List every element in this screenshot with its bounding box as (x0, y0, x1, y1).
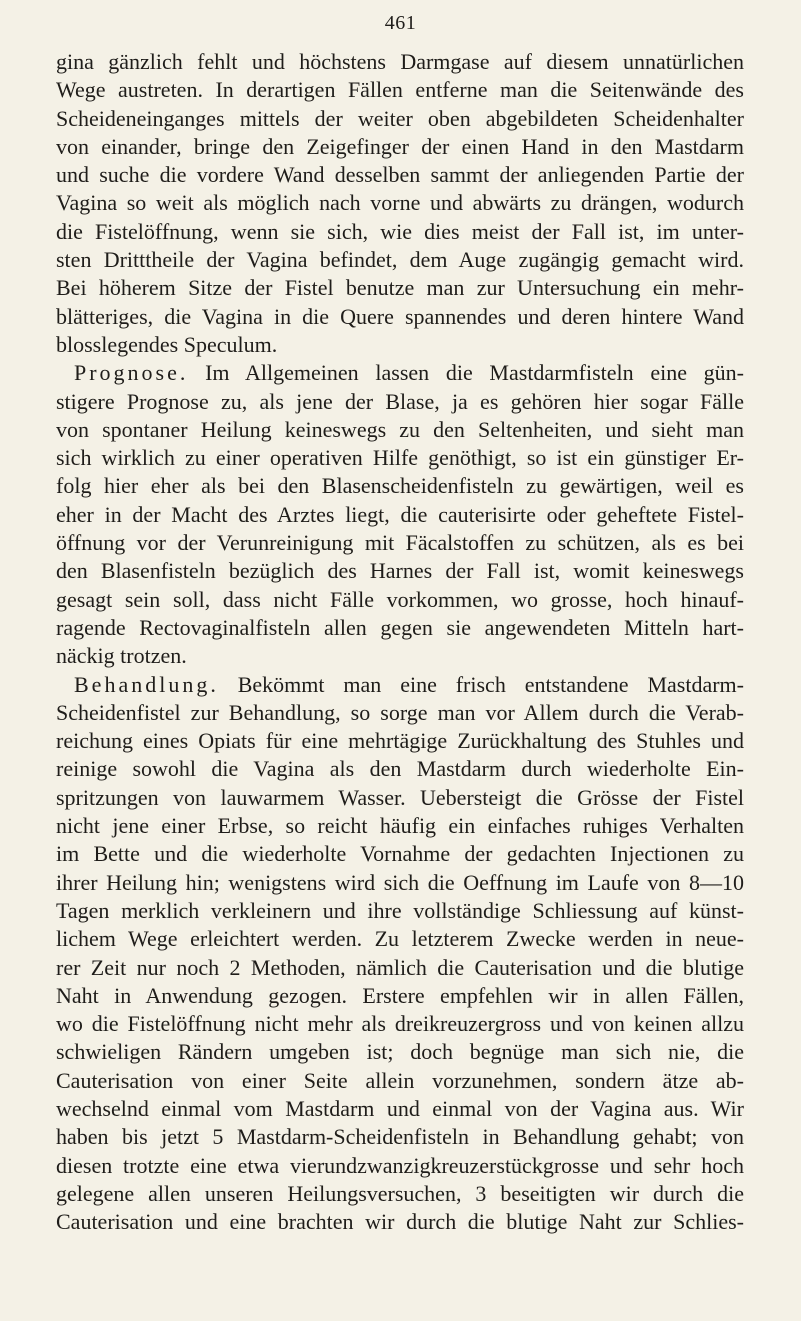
text-line: wo die Fistelöffnung nicht mehr als dreikreuzergross und von keinen allzu (56, 1011, 744, 1037)
text-line: Cauterisation von einer Seite allein vorzunehmen, sondern ätze ab- (56, 1067, 744, 1093)
text-line: spritzungen von lauwarmem Wasser. Uebersteigt die Grösse der Fistel (56, 784, 744, 810)
text-line: Cauterisation und eine brachten wir durch die blutige Naht zur Schlies- (56, 1209, 744, 1235)
text-line: Wege austreten. In derartigen Fällen entferne man die Seitenwände des (56, 77, 744, 103)
text-line: im Bette und die wiederholte Vornahme der gedachten Injectionen zu (56, 841, 744, 867)
text-line: sich wirklich zu einer operativen Hilfe genöthigt, so ist ein günstiger Er- (56, 445, 744, 471)
text-line: stigere Prognose zu, als jene der Blase, ja es gehören hier sogar Fälle (56, 388, 744, 414)
text-line: Naht in Anwendung gezogen. Erstere empfehlen wir in allen Fällen, (56, 982, 744, 1008)
text-line: die Fistelöffnung, wenn sie sich, wie dies meist der Fall ist, im unter- (56, 218, 744, 244)
text-line: den Blasenfisteln bezüglich des Harnes der Fall ist, womit keineswegs (56, 558, 744, 584)
text-line: eher in der Macht des Arztes liegt, die cauterisirte oder geheftete Fistel- (56, 501, 744, 527)
text-body (56, 48, 744, 1236)
text-line: sten Dritttheile der Vagina befindet, dem Auge zugängig gemacht wird. (56, 247, 744, 273)
prognose-first-line-text: Im Allgemeinen lassen die Mastdarmfisteln eine gün- (205, 360, 744, 386)
page-number: 461 (384, 12, 417, 34)
text-line: Bei höherem Sitze der Fistel benutze man zur Untersuchung ein mehr- (56, 275, 744, 301)
text-line: folg hier eher als bei den Blasenscheidenfisteln zu gewärtigen, weil es (56, 473, 744, 499)
text-line: gelegene allen unseren Heilungsversuchen, 3 beseitigten wir durch die (56, 1180, 744, 1206)
text-line: diesen trotzte eine etwa vierundzwanzigkreuzerstückgrosse und sehr hoch (56, 1152, 744, 1178)
text-line: gesagt sein soll, dass nicht Fälle vorkommen, wo grosse, hoch hinauf- (56, 586, 744, 612)
text-line: Vagina so weit als möglich nach vorne und abwärts zu drängen, wodurch (56, 190, 744, 216)
text-line: wechselnd einmal vom Mastdarm und einmal von der Vagina aus. Wir (56, 1095, 744, 1121)
behandlung-heading: Behandlung. (74, 671, 219, 697)
prognose-first-line (56, 359, 744, 387)
text-line: lichem Wege erleichtert werden. Zu letzterem Zwecke werden in neue- (56, 926, 744, 952)
text-line: nicht jene einer Erbse, so reicht häufig ein einfaches ruhiges Verhalten (56, 813, 744, 839)
text-line: ihrer Heilung hin; wenigstens wird sich die Oeffnung im Laufe von 8—10 (56, 869, 744, 895)
text-line: Scheidenfistel zur Behandlung, so sorge man vor Allem durch die Verab- (56, 699, 744, 725)
text-line: schwieligen Rändern umgeben ist; doch begnüge man sich nie, die (56, 1039, 744, 1065)
text-line: öffnung vor der Verunreinigung mit Fäcalstoffen zu schützen, als es bei (56, 530, 744, 556)
text-line: blosslegendes Speculum. (56, 331, 278, 357)
text-line: näckig trotzen. (56, 643, 187, 669)
text-line: blätteriges, die Vagina in die Quere spannendes und deren hintere Wand (56, 303, 744, 329)
text-line: ragende Rectovaginalfisteln allen gegen sie angewendeten Mitteln hart- (56, 614, 744, 640)
text-line: reichung eines Opiats für eine mehrtägige Zurückhaltung des Stuhles und (56, 728, 744, 754)
text-line: haben bis jetzt 5 Mastdarm-Scheidenfisteln in Behandlung gehabt; von (56, 1124, 744, 1150)
behandlung-first-line-text: Bekömmt man eine frisch entstandene Mastdarm- (237, 671, 744, 697)
text-line: reinige sowohl die Vagina als den Mastdarm durch wiederholte Ein- (56, 756, 744, 782)
behandlung-first-line (56, 671, 744, 699)
text-line: Tagen merklich verkleinern und ihre vollständige Schliessung auf künst- (56, 897, 744, 923)
text-line: von spontaner Heilung keineswegs zu den Seltenheiten, und sieht man (56, 416, 744, 442)
text-line: gina gänzlich fehlt und höchstens Darmgase auf diesem unnatürlichen (56, 49, 744, 74)
prognose-heading: Prognose. (74, 360, 189, 386)
text-line: von einander, bringe den Zeigefinger der einen Hand in den Mastdarm (56, 133, 744, 159)
text-line: und suche die vordere Wand desselben sammt der anliegenden Partie der (56, 162, 744, 188)
text-line: Scheideneinganges mittels der weiter oben abgebildeten Scheidenhalter (56, 105, 744, 131)
text-line: rer Zeit nur noch 2 Methoden, nämlich die Cauterisation und die blutige (56, 954, 744, 980)
